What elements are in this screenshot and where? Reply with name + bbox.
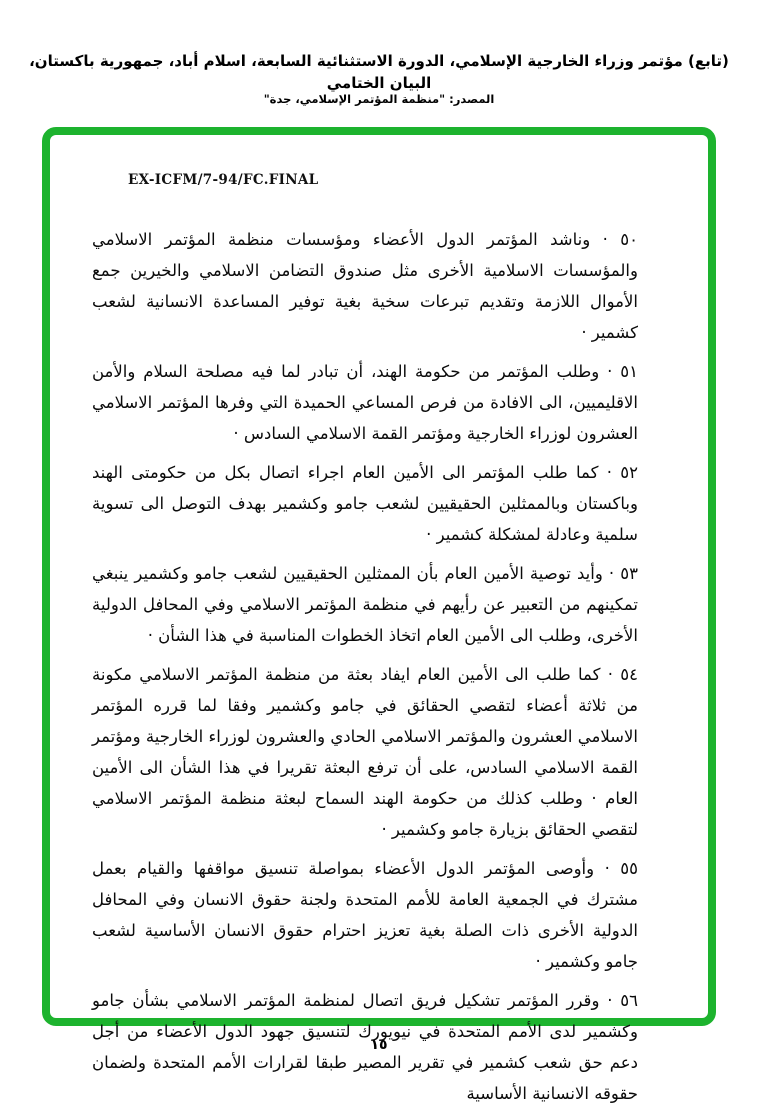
document-source-line: المصدر: "منظمة المؤتمر الإسلامي، جدة" [263, 92, 495, 106]
paragraph-text: وناشد المؤتمر الدول الأعضاء ومؤسسات منظمة المؤتمر الاسلامي والمؤسسات الاسلامية الأخرى مثل صندوق التضامن الاسلامي والخيرين جمع الأموال اللازمة وتقديم تبرعات سخية بغية توفير المساعدة الانسانية لشعب كشمير · [92, 230, 638, 342]
document-header-title: (تابع) مؤتمر وزراء الخارجية الإسلامي، الدورة الاستثنائية السابعة، اسلام أباد، جمهورية باكستان، البيان الختامي [29, 52, 729, 92]
paragraph-number: ٥٣ · [608, 564, 638, 583]
paragraph [92, 558, 638, 651]
paragraph [92, 224, 638, 348]
paragraph-text: كما طلب المؤتمر الى الأمين العام اجراء اتصال بكل من حكومتى الهند وباكستان وبالممثلين الحقيقيين لشعب جامو وكشمير بهدف التوصل الى تسوية سلمية وعادلة لمشكلة كشمير · [92, 463, 638, 544]
paragraphs [92, 224, 638, 1117]
paragraph-number: ٥٦ · [607, 991, 638, 1010]
paragraph [92, 659, 638, 845]
paragraph [92, 457, 638, 550]
page-number: ١٥ [370, 1037, 388, 1053]
paragraph-text: وقرر المؤتمر تشكيل فريق اتصال لمنظمة المؤتمر الاسلامي بشأن جامو وكشمير لدى الأمم المتحدة في نيويورك لتنسيق جهود الدول الأعضاء من أجل دعم حق شعب كشمير في تقرير المصير طبقا لقرارات الأمم المتحدة ولضمان حقوقه الانسانية الأساسية [92, 991, 638, 1103]
paragraph-number: ٥٠ · [602, 230, 638, 249]
paragraph-text: وأوصى المؤتمر الدول الأعضاء بمواصلة تنسيق مواقفها والقيام بعمل مشترك في الجمعية العامة للأمم المتحدة ولجنة حقوق الانسان وفي المحافل الدولية الأخرى ذات الصلة بغية تعزيز احترام حقوق الانسان الأساسية لشعب جامو وكشمير · [92, 859, 638, 971]
paragraph [92, 356, 638, 449]
paragraph-text: كما طلب الى الأمين العام ايفاد بعثة من منظمة المؤتمر الاسلامي مكونة من ثلاثة أعضاء لتقصي الحقائق في جامو وكشمير وفقا لما قرره المؤتمر الاسلامي العشرون والمؤتمر الاسلامي الحادي والعشرون لوزراء الخارجية ومؤتمر القمة الاسلامي السادس، على أن ترفع البعثة تقريرا في هذا الشأن الى الأمين العام · وطلب كذلك من حكومة الهند السماح لبعثة منظمة المؤتمر الاسلامي لتقصي الحقائق بزيارة جامو وكشمير · [92, 665, 638, 839]
paragraph [92, 853, 638, 977]
document-reference-code: EX-ICFM/7-94/FC.FINAL [128, 172, 319, 188]
paragraph-number: ٥١ · [607, 362, 638, 381]
paragraph-number: ٥٥ · [604, 859, 638, 878]
paragraph-number: ٥٤ · [607, 665, 638, 684]
paragraph-text: وأيد توصية الأمين العام بأن الممثلين الحقيقيين لشعب جامو وكشمير ينبغي تمكينهم من التعبير عن رأيهم في منظمة المؤتمر الاسلامي وفي المحافل الدولية الأخرى، وطلب الى الأمين العام اتخاذ الخطوات المناسبة في هذا الشأن · [92, 564, 638, 645]
paragraph-text: وطلب المؤتمر من حكومة الهند، أن تبادر لما فيه مصلحة السلام والأمن الاقليميين، الى الافادة من فرص المساعي الحميدة التي وفرها المؤتمر الاسلامي العشرون لوزراء الخارجية ومؤتمر القمة الاسلامي السادس · [92, 362, 638, 443]
paragraph-number: ٥٢ · [606, 463, 638, 482]
